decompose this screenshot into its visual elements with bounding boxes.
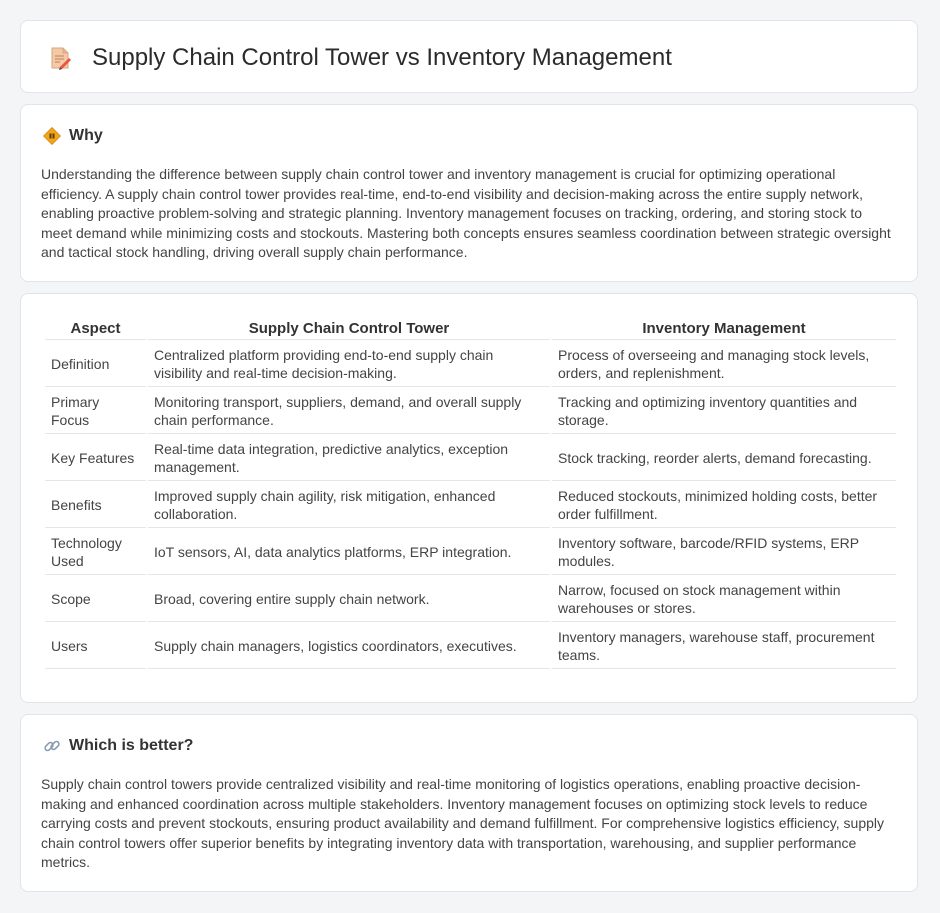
which-is-better-section (20, 714, 918, 892)
table-row (45, 389, 896, 434)
table-row (45, 483, 896, 528)
cell-aspect: Scope (45, 577, 146, 622)
why-heading (43, 127, 103, 145)
cell-inventory: Inventory managers, warehouse staff, procurement teams. (552, 624, 896, 669)
table-row (45, 342, 896, 387)
cell-inventory: Narrow, focused on stock management within warehouses or stores. (552, 577, 896, 622)
cell-inventory: Stock tracking, reorder alerts, demand forecasting. (552, 436, 896, 481)
why-text: Understanding the difference between supply chain control tower and inventory management is crucial for optimizing operational efficiency. A supply chain control tower provides real-time, end-to-end visibility and decision-making across the entire supply network, enabling proactive problem-solving and strategic planning. Inventory management focuses on tracking, ordering, and storing stock to meet demand while minimizing costs and stockouts. Mastering both concepts ensures seamless coordination between strategic oversight and tactical stock handling, driving overall supply chain performance. (41, 166, 891, 261)
table-row (45, 624, 896, 669)
cell-aspect: Users (45, 624, 146, 669)
table-row (45, 530, 896, 575)
link-icon (43, 737, 61, 755)
why-heading-label: Why (69, 127, 103, 144)
header-card (20, 20, 918, 93)
cell-tower: Monitoring transport, suppliers, demand, and overall supply chain performance. (148, 389, 550, 434)
cell-inventory: Inventory software, barcode/RFID systems, ERP modules. (552, 530, 896, 575)
page-title: Supply Chain Control Tower vs Inventory Management (92, 44, 672, 71)
cell-tower: Real-time data integration, predictive analytics, exception management. (148, 436, 550, 481)
cell-tower: Broad, covering entire supply chain network. (148, 577, 550, 622)
why-section (20, 104, 918, 282)
document-pencil-icon (47, 45, 73, 71)
header-tower: Supply Chain Control Tower (148, 318, 550, 340)
better-heading-label: Which is better? (69, 737, 194, 754)
better-heading (43, 737, 193, 755)
header-inventory: Inventory Management (552, 318, 896, 340)
cell-tower: Supply chain managers, logistics coordinators, executives. (148, 624, 550, 669)
cell-tower: Improved supply chain agility, risk mitigation, enhanced collaboration. (148, 483, 550, 528)
cell-inventory: Tracking and optimizing inventory quantities and storage. (552, 389, 896, 434)
comparison-section (20, 293, 918, 703)
cell-aspect: Primary Focus (45, 389, 146, 434)
cell-aspect: Definition (45, 342, 146, 387)
table-row (45, 436, 896, 481)
table-row (45, 577, 896, 622)
cell-aspect: Key Features (45, 436, 146, 481)
cell-tower: Centralized platform providing end-to-end supply chain visibility and real-time decision-making. (148, 342, 550, 387)
comparison-table (43, 316, 898, 671)
page-title-row (47, 43, 672, 73)
diamond-sign-icon (43, 127, 61, 145)
header-aspect: Aspect (45, 318, 146, 340)
cell-aspect: Technology Used (45, 530, 146, 575)
better-text: Supply chain control towers provide centralized visibility and real-time monitoring of logistics operations, enabling proactive decision-making and enhanced coordination across multiple stakeholders. Inventory management focuses on optimizing stock levels to reduce carrying costs and prevent stockouts, ensuring product availability and demand fulfillment. For comprehensive logistics efficiency, supply chain control towers offer superior benefits by integrating inventory data with transportation, warehousing, and supplier performance metrics. (41, 776, 885, 871)
cell-inventory: Process of overseeing and managing stock levels, orders, and replenishment. (552, 342, 896, 387)
cell-inventory: Reduced stockouts, minimized holding costs, better order fulfillment. (552, 483, 896, 528)
cell-aspect: Benefits (45, 483, 146, 528)
table-header-row (45, 318, 896, 340)
cell-tower: IoT sensors, AI, data analytics platforms, ERP integration. (148, 530, 550, 575)
